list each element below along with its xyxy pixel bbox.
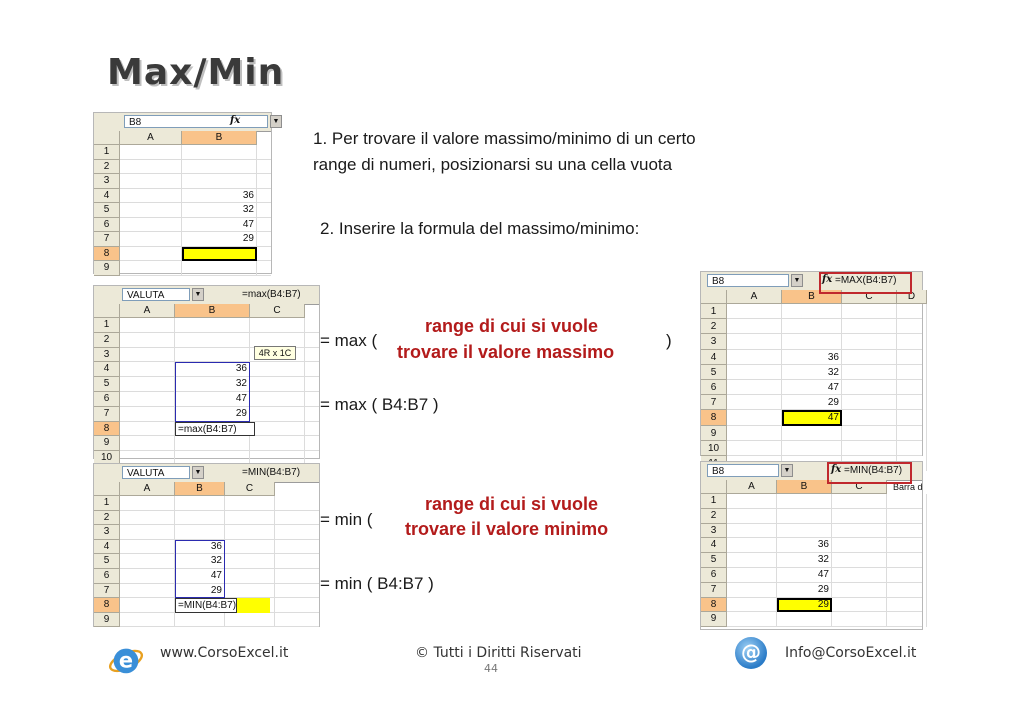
row-header-4[interactable]: 4 — [94, 189, 120, 204]
name-box[interactable]: B8 — [124, 115, 268, 128]
spreadsheet-max-result — [700, 271, 923, 456]
column-header-a[interactable]: A — [727, 290, 782, 304]
column-header-a[interactable]: A — [120, 482, 175, 496]
column-header-c[interactable]: C — [250, 304, 305, 318]
gridline — [926, 304, 927, 471]
column-header-a[interactable]: A — [727, 480, 777, 494]
gridline — [727, 318, 922, 319]
name-box[interactable]: VALUTA — [122, 288, 190, 301]
cell-b4[interactable]: 36 — [210, 540, 222, 552]
row-header-3[interactable]: 3 — [701, 334, 727, 349]
gridline — [727, 626, 922, 627]
slide-title: Max/Min — [107, 52, 285, 93]
gridline — [727, 523, 922, 524]
row-header-3[interactable]: 3 — [94, 525, 120, 540]
name-box-dropdown-icon[interactable]: ▼ — [192, 288, 204, 301]
gridline — [727, 440, 922, 441]
max-suffix: ) — [666, 331, 672, 350]
column-header-c[interactable]: C — [832, 480, 887, 494]
gridline — [120, 524, 319, 525]
cell-b4[interactable]: 36 — [235, 363, 247, 375]
spreadsheet-empty-selection — [93, 112, 280, 274]
name-box[interactable]: VALUTA — [122, 466, 190, 479]
row-header-1[interactable]: 1 — [94, 145, 120, 160]
row-header-1[interactable]: 1 — [94, 318, 120, 333]
row-header-2[interactable]: 2 — [94, 333, 120, 348]
cell-edit-formula[interactable]: =max(B4:B7) — [175, 422, 255, 437]
row-header-5[interactable]: 5 — [701, 365, 727, 380]
cell-b4[interactable]: 36 — [817, 539, 829, 551]
select-all-corner[interactable] — [701, 480, 727, 494]
email-icon: @ — [735, 637, 767, 669]
gridline — [886, 494, 887, 627]
row-header-7[interactable]: 7 — [94, 584, 120, 599]
row-header-6[interactable]: 6 — [94, 569, 120, 584]
formula-highlight-box — [827, 462, 912, 484]
formula-input[interactable]: =MIN(B4:B7) — [242, 467, 301, 478]
min-range-line2: trovare il valore minimo — [405, 519, 609, 539]
function-icon[interactable]: fx — [831, 464, 842, 475]
gridline — [274, 496, 275, 627]
gridline — [727, 508, 922, 509]
row-header-6[interactable]: 6 — [94, 218, 120, 233]
cell-b7[interactable]: 29 — [210, 584, 222, 596]
cell-b6[interactable]: 47 — [235, 393, 247, 404]
row-header-8[interactable]: 8 — [94, 247, 120, 262]
formula-input[interactable]: =max(B4:B7) — [242, 289, 301, 300]
gridline — [120, 173, 271, 174]
row-header-3[interactable]: 3 — [94, 174, 120, 189]
gridline — [120, 450, 319, 451]
gridline — [120, 626, 319, 627]
row-header-7[interactable]: 7 — [701, 395, 727, 410]
row-header-2[interactable]: 2 — [94, 511, 120, 526]
row-header-8[interactable]: 8 — [94, 422, 120, 437]
page-number: 44 — [484, 662, 498, 675]
cell-b5[interactable]: 32 — [242, 204, 254, 215]
cell-b5[interactable]: 32 — [210, 555, 222, 567]
email-link[interactable]: Info@CorsoExcel.it — [785, 645, 917, 661]
name-box-dropdown-icon[interactable]: ▼ — [791, 274, 803, 287]
max-example: = max ( B4:B7 ) — [320, 395, 439, 414]
cell-b5[interactable]: 32 — [827, 366, 839, 378]
row-header-1[interactable]: 1 — [701, 304, 727, 319]
row-header-6[interactable]: 6 — [701, 380, 727, 395]
cell-b6[interactable]: 47 — [242, 218, 254, 230]
formula-input[interactable]: =MIN(B4:B7) — [844, 465, 903, 476]
cell-b7[interactable]: 29 — [242, 233, 254, 244]
svg-text:e: e — [118, 648, 134, 673]
cell-b7[interactable]: 29 — [817, 583, 829, 595]
column-header-a[interactable]: A — [120, 131, 182, 145]
row-header-4[interactable]: 4 — [701, 350, 727, 365]
gridline — [727, 333, 922, 334]
row-header-5[interactable]: 5 — [94, 377, 120, 392]
select-all-corner[interactable] — [701, 290, 727, 304]
gridline — [926, 494, 927, 627]
min-range-line1: range di cui si vuole — [425, 494, 599, 514]
name-box[interactable]: B8 — [707, 464, 779, 477]
row-header-5[interactable]: 5 — [94, 203, 120, 218]
cell-b6[interactable]: 47 — [827, 382, 839, 393]
cell-edit-formula[interactable]: =MIN(B4:B7) — [175, 598, 237, 613]
max-prefix: = max ( — [320, 331, 378, 350]
website-link[interactable]: www.CorsoExcel.it — [160, 645, 289, 661]
row-header-9[interactable]: 9 — [94, 261, 120, 276]
cell-b5[interactable]: 32 — [817, 554, 829, 566]
copyright-text: © Tutti i Diritti Riservati — [415, 645, 582, 661]
name-box[interactable]: B8 — [707, 274, 789, 287]
row-header-9[interactable]: 9 — [94, 436, 120, 451]
column-header-b[interactable]: B — [175, 482, 225, 496]
spreadsheet-min-result — [700, 461, 923, 630]
gridline — [304, 318, 305, 466]
min-prefix: = min ( — [320, 510, 373, 529]
row-header-2[interactable]: 2 — [701, 319, 727, 334]
step1-line1: 1. Per trovare il valore massimo/minimo di un certo — [313, 129, 696, 148]
gridline — [120, 275, 271, 276]
spreadsheet-max-entry — [93, 285, 320, 464]
cell-b8[interactable]: 29 — [817, 598, 829, 610]
row-header-7[interactable]: 7 — [94, 407, 120, 422]
max-range-line2: trovare il valore massimo — [397, 342, 615, 362]
cell-b6[interactable]: 47 — [817, 569, 829, 580]
column-header-b[interactable]: B — [175, 304, 250, 318]
cell-b6[interactable]: 47 — [210, 570, 222, 581]
column-header-a[interactable]: A — [120, 304, 175, 318]
row-header-4[interactable]: 4 — [701, 538, 727, 553]
row-header-3[interactable]: 3 — [701, 524, 727, 539]
function-icon[interactable]: fx — [230, 115, 241, 126]
internet-explorer-icon — [107, 641, 145, 679]
select-all-corner[interactable] — [94, 482, 120, 496]
select-all-corner[interactable] — [94, 304, 120, 318]
cell-b7[interactable]: 29 — [827, 397, 839, 409]
name-box-dropdown-icon[interactable]: ▼ — [192, 466, 204, 479]
name-box-dropdown-icon[interactable]: ▼ — [270, 115, 282, 128]
row-header-7[interactable]: 7 — [701, 583, 727, 598]
row-header-2[interactable]: 2 — [94, 160, 120, 175]
step2-text: 2. Inserire la formula del massimo/minimo: — [320, 219, 640, 238]
row-header-1[interactable]: 1 — [701, 494, 727, 509]
function-icon[interactable]: fx — [822, 274, 833, 285]
side-label: Barra d — [893, 482, 923, 492]
column-header-b[interactable]: B — [182, 131, 257, 145]
column-header-c[interactable]: C — [225, 482, 275, 496]
formula-highlight-box — [819, 272, 912, 294]
formula-bar — [94, 286, 319, 305]
row-header-9[interactable]: 9 — [701, 612, 727, 627]
step1-line2: range di numeri, posizionarsi su una cella vuota — [313, 155, 673, 174]
gridline — [896, 304, 897, 471]
range-size-tooltip: 4R x 1C — [254, 346, 296, 360]
min-example: = min ( B4:B7 ) — [320, 574, 434, 593]
row-header-6[interactable]: 6 — [94, 392, 120, 407]
column-header-b[interactable]: B — [777, 480, 832, 494]
row-header-2[interactable]: 2 — [701, 509, 727, 524]
gridline — [727, 455, 922, 456]
formula-input[interactable]: =MAX(B4:B7) — [835, 275, 897, 286]
row-header-9[interactable]: 9 — [94, 613, 120, 628]
formula-bar — [94, 464, 319, 483]
row-header-6[interactable]: 6 — [701, 568, 727, 583]
cell-b4[interactable]: 36 — [242, 189, 254, 201]
gridline — [120, 159, 271, 160]
row-header-10[interactable]: 10 — [94, 451, 120, 466]
cell-b8[interactable]: 47 — [827, 412, 839, 424]
row-header-1[interactable]: 1 — [94, 496, 120, 511]
cell-b7[interactable]: 29 — [235, 407, 247, 419]
name-box-dropdown-icon[interactable]: ▼ — [781, 464, 793, 477]
row-header-7[interactable]: 7 — [94, 232, 120, 247]
column-header-c[interactable]: C — [842, 290, 897, 304]
row-header-3[interactable]: 3 — [94, 348, 120, 363]
row-header-8[interactable]: 8 — [701, 598, 727, 613]
row-header-8[interactable]: 8 — [701, 410, 727, 425]
row-header-4[interactable]: 4 — [94, 362, 120, 377]
cell-b5[interactable]: 32 — [235, 378, 247, 390]
row-header-5[interactable]: 5 — [701, 553, 727, 568]
row-header-4[interactable]: 4 — [94, 540, 120, 555]
max-range-line1: range di cui si vuole — [425, 316, 599, 336]
column-header-d[interactable]: D — [897, 290, 927, 304]
active-cell-b8[interactable] — [182, 247, 257, 262]
row-header-10[interactable]: 10 — [701, 441, 727, 456]
gridline — [120, 332, 319, 333]
gridline — [120, 510, 319, 511]
spreadsheet-min-entry — [93, 463, 320, 627]
cell-b4[interactable]: 36 — [827, 351, 839, 363]
formula-bar — [94, 113, 280, 132]
column-header-b[interactable]: B — [782, 290, 842, 304]
row-header-9[interactable]: 9 — [701, 426, 727, 441]
row-header-8[interactable]: 8 — [94, 598, 120, 613]
row-header-5[interactable]: 5 — [94, 554, 120, 569]
select-all-corner[interactable] — [94, 131, 120, 145]
